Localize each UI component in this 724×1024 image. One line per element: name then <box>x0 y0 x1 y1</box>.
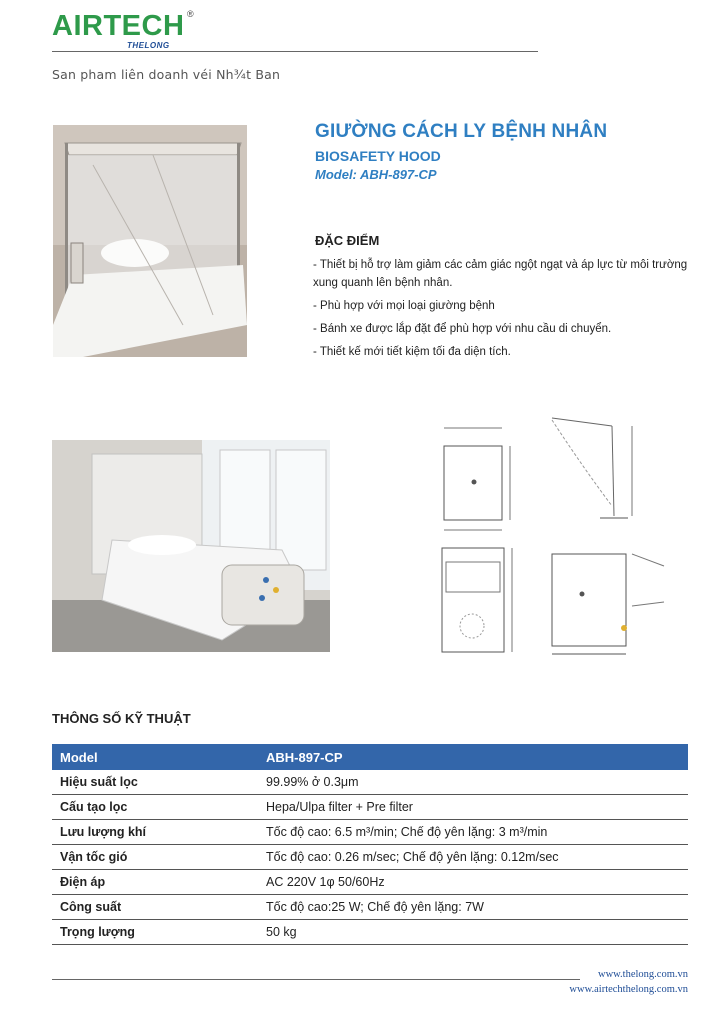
table-row <box>52 920 688 945</box>
spec-label: Vận tốc gió <box>52 845 258 870</box>
table-row <box>52 770 688 795</box>
table-row <box>52 895 688 920</box>
feature-item: - Phù hợp với mọi loại giường bệnh <box>313 300 495 312</box>
footer-divider <box>52 979 580 980</box>
product-subtitle: BIOSAFETY HOOD <box>315 148 441 164</box>
feature-item: - Bánh xe được lắp đặt để phù hợp với nhu cầu di chuyển. <box>313 323 612 335</box>
technical-drawings <box>432 406 688 662</box>
specs-table <box>52 744 688 945</box>
table-row <box>52 870 688 895</box>
feature-item: - Thiết kế mới tiết kiệm tối đa diện tích. <box>313 346 511 358</box>
table-row <box>52 795 688 820</box>
footer-link-airtech[interactable]: www.airtechthelong.com.vn <box>569 984 688 995</box>
specs-header-value: ABH-897-CP <box>258 744 688 770</box>
product-photo-hood <box>53 125 247 357</box>
specs-heading: THÔNG SỐ KỸ THUẬT <box>52 711 191 726</box>
spec-label: Lưu lượng khí <box>52 820 258 845</box>
product-model: Model: ABH-897-CP <box>315 167 437 182</box>
spec-label: Hiệu suất lọc <box>52 770 258 795</box>
header-divider <box>52 51 538 52</box>
registered-mark: ® <box>187 9 194 19</box>
product-photo-room <box>52 440 330 652</box>
spec-value: Tốc độ cao: 0.26 m/sec; Chế độ yên lặng: 0.12m/sec <box>258 845 688 870</box>
brand-sub: THELONG <box>127 41 170 50</box>
spec-label: Trọng lượng <box>52 920 258 945</box>
spec-value: 50 kg <box>258 920 688 945</box>
footer-link-thelong[interactable]: www.thelong.com.vn <box>597 969 688 980</box>
features-list <box>313 256 693 366</box>
spec-value: Tốc độ cao: 6.5 m³/min; Chế độ yên lặng: 3 m³/min <box>258 820 688 845</box>
features-heading: ĐẶC ĐIỂM <box>315 233 380 248</box>
product-title: GIƯỜNG CÁCH LY BỆNH NHÂN <box>315 121 608 142</box>
specs-header-row <box>52 744 688 770</box>
spec-value: Tốc độ cao:25 W; Chế độ yên lặng: 7W <box>258 895 688 920</box>
specs-header-label: Model <box>52 744 258 770</box>
table-row <box>52 845 688 870</box>
spec-label: Cấu tạo lọc <box>52 795 258 820</box>
tagline: San pham liên doanh véi Nh¾t Ban <box>52 67 281 82</box>
spec-value: 99.99% ở 0.3μm <box>258 770 688 795</box>
table-row <box>52 820 688 845</box>
spec-label: Điện áp <box>52 870 258 895</box>
brand-logo: AIRTECH <box>52 10 185 42</box>
spec-value: AC 220V 1φ 50/60Hz <box>258 870 688 895</box>
spec-value: Hepa/Ulpa filter + Pre filter <box>258 795 688 820</box>
feature-item: - Thiết bị hỗ trợ làm giảm các cảm giác ngột ngạt và áp lực từ môi trường xung quanh lên bệnh nhân. <box>313 259 688 289</box>
spec-label: Công suất <box>52 895 258 920</box>
